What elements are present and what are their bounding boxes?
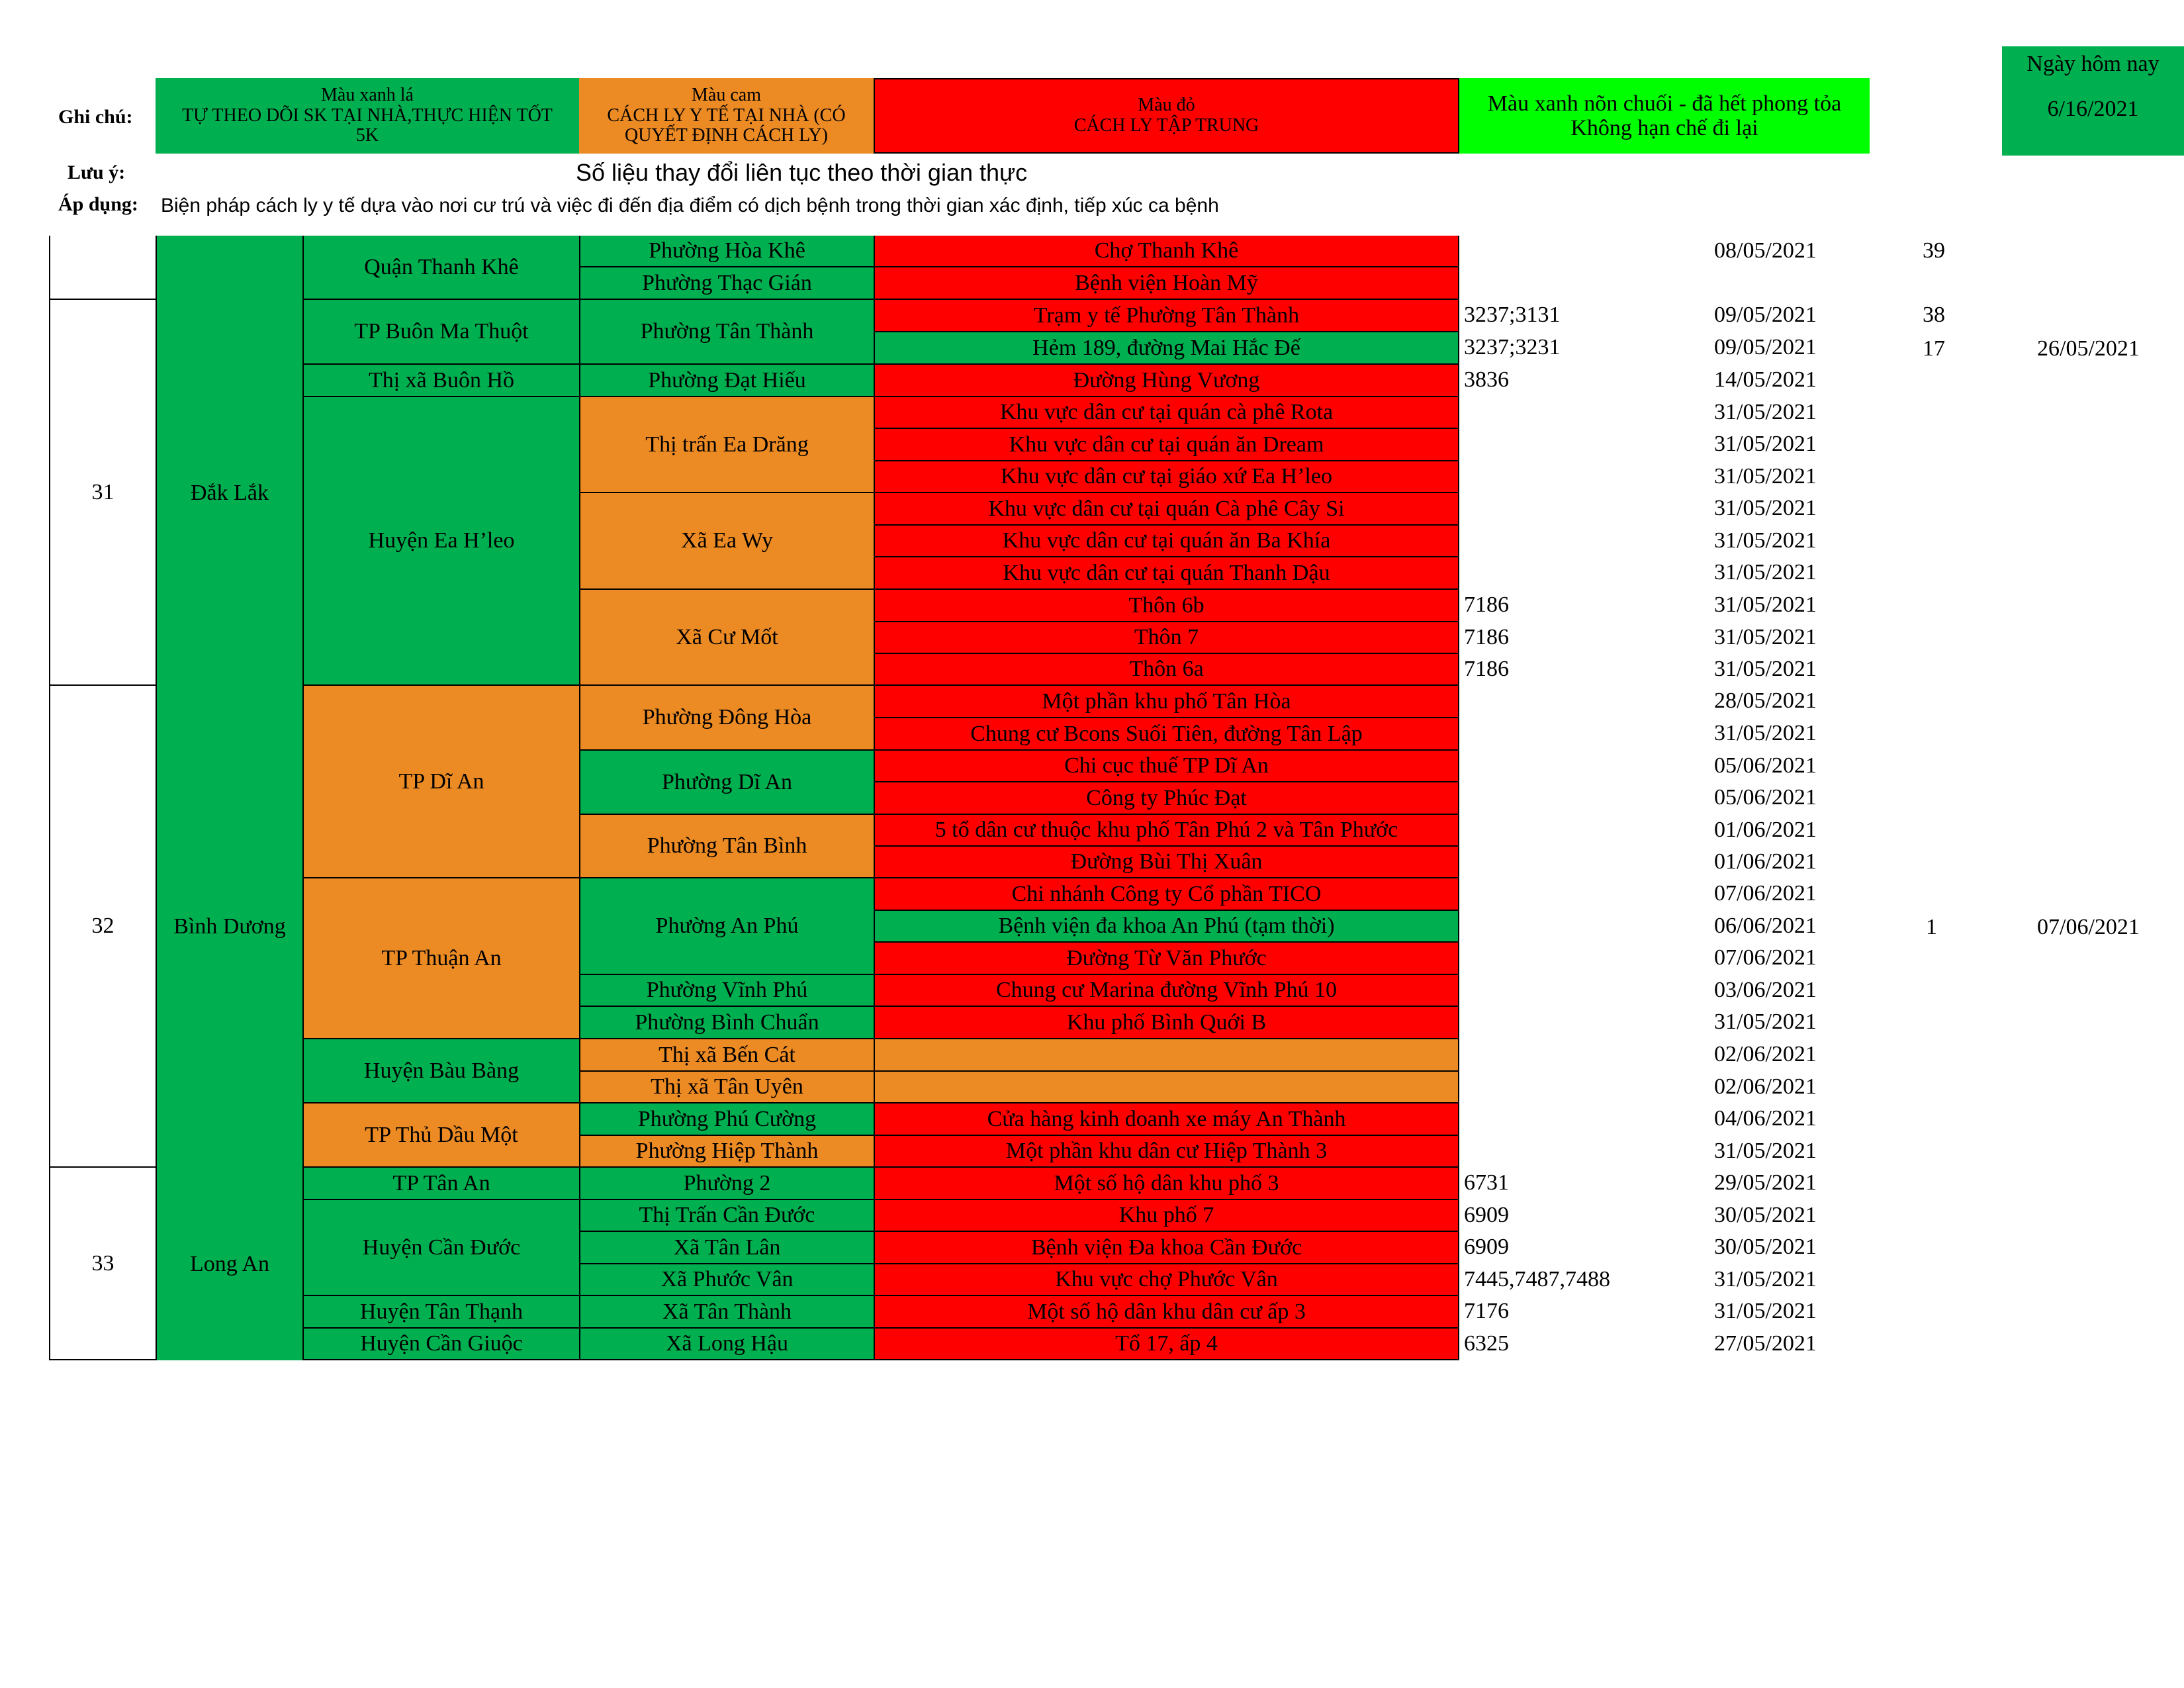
location-cell: Chung cư Marina đường Vĩnh Phú 10 <box>874 975 1459 1007</box>
ward-cell: Phường Đạt Hiếu <box>579 365 874 397</box>
district-cell: Huyện Cần Giuộc <box>302 1329 579 1360</box>
ward-cell: Xã Long Hậu <box>579 1329 874 1360</box>
district-cell: TP Dĩ An <box>302 686 579 878</box>
location-cell: Một số hộ dân khu dân cư ấp 3 <box>874 1296 1459 1329</box>
legend-green-box <box>156 78 579 154</box>
location-cell: Khu vực dân cư tại quán cà phê Rota <box>874 397 1459 429</box>
blockade-date: 07/06/2021 <box>1714 945 1817 970</box>
province-last-date: 26/05/2021 <box>2037 336 2140 361</box>
note-label: Lưu ý: <box>68 162 126 183</box>
blockade-date: 02/06/2021 <box>1714 1074 1817 1099</box>
blockade-date: 14/05/2021 <box>1714 367 1817 392</box>
blockade-date: 31/05/2021 <box>1714 1009 1817 1034</box>
location-cell: Đường Bùi Thị Xuân <box>874 847 1459 878</box>
district-cell: Huyện Bàu Bàng <box>302 1039 579 1103</box>
today-label: Ngày hôm nay <box>2026 52 2160 76</box>
apply-text: Biện pháp cách ly y tế dựa vào nơi cư trú và việc đi đến địa điểm có dịch bệnh trong thời gian xác định, tiếp xúc ca bệnh <box>161 195 1219 216</box>
legend-orange-text: CÁCH LY Y TẾ TẠI NHÀ (CÓ QUYẾT ĐỊNH CÁCH LY) <box>607 105 846 146</box>
ward-cell: Phường 2 <box>579 1168 874 1200</box>
case-count: 38 <box>1923 303 1945 327</box>
location-cell: Khu vực dân cư tại quán ăn Ba Khía <box>874 526 1459 557</box>
location-cell: Khu vực dân cư tại quán ăn Dream <box>874 429 1459 461</box>
location-cell: Đường Hùng Vương <box>874 365 1459 397</box>
blockade-date: 08/05/2021 <box>1714 238 1817 263</box>
ward-cell: Phường Tân Thành <box>579 300 874 365</box>
blockade-date: 30/05/2021 <box>1714 1203 1817 1227</box>
blockade-date: 31/05/2021 <box>1714 1299 1817 1323</box>
location-cell: Chi nhánh Công ty Cổ phần TICO <box>874 878 1459 911</box>
blockade-date: 09/05/2021 <box>1714 303 1817 327</box>
district-cell: Huyện Ea H’leo <box>302 397 579 686</box>
legend-red-box <box>874 78 1459 154</box>
blockade-date: 09/05/2021 <box>1714 335 1817 359</box>
legend-red-title: Màu đỏ <box>1138 95 1195 116</box>
location-cell: Bệnh viện đa khoa An Phú (tạm thời) <box>874 911 1459 943</box>
legend-red-text: CÁCH LY TẬP TRUNG <box>1073 115 1259 136</box>
blockade-date: 01/06/2021 <box>1714 849 1817 874</box>
province-name-cell: Long An <box>156 1168 302 1360</box>
case-code: 7186 <box>1464 657 1509 681</box>
location-cell: Thôn 6b <box>874 590 1459 622</box>
blockade-date: 02/06/2021 <box>1714 1042 1817 1066</box>
blockade-date: 03/06/2021 <box>1714 978 1817 1002</box>
district-cell: Quận Thanh Khê <box>302 236 579 300</box>
ward-cell: Phường An Phú <box>579 878 874 975</box>
location-cell: Khu vực dân cư tại quán Thanh Dậu <box>874 557 1459 590</box>
location-cell: Đường Từ Văn Phước <box>874 943 1459 975</box>
blockade-date: 31/05/2021 <box>1714 496 1817 520</box>
district-cell: TP Tân An <box>302 1168 579 1200</box>
ward-cell: Phường Thạc Gián <box>579 267 874 300</box>
blockade-date: 31/05/2021 <box>1714 1267 1817 1291</box>
case-code: 6909 <box>1464 1203 1509 1227</box>
location-cell: Khu phố Bình Quới B <box>874 1007 1459 1039</box>
ward-cell: Xã Tân Thành <box>579 1296 874 1329</box>
ward-cell: Thị xã Tân Uyên <box>579 1072 874 1103</box>
province-name-cell <box>156 236 302 300</box>
location-cell: Thôn 6a <box>874 654 1459 686</box>
case-code: 7186 <box>1464 592 1509 617</box>
province-no-cell: 32 <box>49 686 156 1168</box>
blockade-date: 31/05/2021 <box>1714 657 1817 681</box>
legend-orange-title: Màu cam <box>692 84 761 105</box>
location-cell: Bệnh viện Đa khoa Cần Đước <box>874 1232 1459 1264</box>
blockade-date: 31/05/2021 <box>1714 625 1817 649</box>
today-box <box>2002 46 2184 156</box>
case-code: 3237;3231 <box>1464 335 1561 359</box>
province-case-count: 17 <box>1923 336 1945 361</box>
blockade-date: 04/06/2021 <box>1714 1106 1817 1131</box>
apply-label: Áp dụng: <box>58 193 138 215</box>
ward-cell: Xã Cư Mốt <box>579 590 874 686</box>
location-cell: Trạm y tế Phường Tân Thành <box>874 300 1459 332</box>
location-cell <box>874 1039 1459 1072</box>
location-cell: Công ty Phúc Đạt <box>874 782 1459 815</box>
province-name-cell: Bình Dương <box>156 686 302 1168</box>
province-name-cell: Đắk Lắk <box>156 300 302 686</box>
ward-cell: Phường Hiệp Thành <box>579 1136 874 1168</box>
district-cell: Thị xã Buôn Hồ <box>302 365 579 397</box>
ward-cell: Thị trấn Ea Drăng <box>579 397 874 493</box>
case-code: 3836 <box>1464 367 1509 392</box>
case-code: 7176 <box>1464 1299 1509 1323</box>
blockade-date: 30/05/2021 <box>1714 1235 1817 1259</box>
note-text: Số liệu thay đổi liên tục theo thời gian thực <box>576 159 1028 186</box>
ward-cell: Xã Phước Vân <box>579 1264 874 1296</box>
ward-cell: Phường Tân Bình <box>579 815 874 878</box>
case-code: 3237;3131 <box>1464 303 1561 327</box>
district-cell: TP Buôn Ma Thuột <box>302 300 579 365</box>
ward-cell: Phường Đông Hòa <box>579 686 874 751</box>
location-cell: Khu phố 7 <box>874 1200 1459 1232</box>
legend-green-text: TỰ THEO DÕI SK TẠI NHÀ,THỰC HIỆN TỐT 5K <box>182 105 553 146</box>
location-cell: Tổ 17, ấp 4 <box>874 1329 1459 1360</box>
ward-cell: Xã Ea Wy <box>579 493 874 590</box>
location-cell: Một số hộ dân khu phố 3 <box>874 1168 1459 1200</box>
location-cell <box>874 1072 1459 1103</box>
ward-cell: Phường Dĩ An <box>579 751 874 815</box>
case-code: 6325 <box>1464 1331 1509 1356</box>
legend-green-title: Màu xanh lá <box>321 84 414 105</box>
legend-lime-line2: Không hạn chế đi lại <box>1570 116 1758 140</box>
blockade-date: 31/05/2021 <box>1714 400 1817 424</box>
district-cell: Huyện Tân Thạnh <box>302 1296 579 1329</box>
location-cell: 5 tổ dân cư thuộc khu phố Tân Phú 2 và Tân Phước <box>874 815 1459 847</box>
blockade-date: 07/06/2021 <box>1714 881 1817 906</box>
ward-cell: Phường Phú Cường <box>579 1103 874 1136</box>
blockade-date: 31/05/2021 <box>1714 432 1817 456</box>
district-cell: TP Thủ Dầu Một <box>302 1103 579 1168</box>
blockade-date: 28/05/2021 <box>1714 688 1817 713</box>
ward-cell: Thị Trấn Cần Đước <box>579 1200 874 1232</box>
blockade-date: 31/05/2021 <box>1714 721 1817 745</box>
blockade-date: 31/05/2021 <box>1714 1139 1817 1163</box>
location-cell: Chi cục thuế TP Dĩ An <box>874 751 1459 782</box>
province-no-cell <box>49 236 156 300</box>
blockade-date: 01/06/2021 <box>1714 818 1817 842</box>
ward-cell: Thị xã Bến Cát <box>579 1039 874 1072</box>
location-cell: Thôn 7 <box>874 622 1459 654</box>
location-cell: Cửa hàng kinh doanh xe máy An Thành <box>874 1103 1459 1136</box>
today-date: 6/16/2021 <box>2047 97 2139 121</box>
district-cell: Huyện Cần Đước <box>302 1200 579 1296</box>
blockade-date: 27/05/2021 <box>1714 1331 1817 1356</box>
legend-lime-box <box>1459 78 1870 154</box>
legend-lime-line1: Màu xanh nõn chuối - đã hết phong tỏa <box>1487 91 1842 116</box>
ward-cell: Phường Vĩnh Phú <box>579 975 874 1007</box>
blockade-date: 31/05/2021 <box>1714 560 1817 585</box>
blockade-date: 05/06/2021 <box>1714 753 1817 778</box>
location-cell: Khu vực chợ Phước Vân <box>874 1264 1459 1296</box>
blockade-date: 31/05/2021 <box>1714 464 1817 489</box>
case-count: 39 <box>1923 238 1945 263</box>
case-code: 7445,7487,7488 <box>1464 1267 1610 1291</box>
location-cell: Một phần khu phố Tân Hòa <box>874 686 1459 718</box>
legend-label: Ghi chú: <box>58 106 133 128</box>
blockade-date: 31/05/2021 <box>1714 592 1817 617</box>
province-last-date: 07/06/2021 <box>2037 915 2140 939</box>
district-cell: TP Thuận An <box>302 878 579 1039</box>
blockade-date: 29/05/2021 <box>1714 1170 1817 1195</box>
legend-orange-box <box>579 78 874 154</box>
location-cell: Khu vực dân cư tại giáo xứ Ea H’leo <box>874 461 1459 493</box>
location-cell: Chợ Thanh Khê <box>874 236 1459 267</box>
case-code: 6731 <box>1464 1170 1509 1195</box>
province-no-cell: 33 <box>49 1168 156 1360</box>
location-cell: Bệnh viện Hoàn Mỹ <box>874 267 1459 300</box>
blockade-date: 31/05/2021 <box>1714 528 1817 553</box>
location-cell: Khu vực dân cư tại quán Cà phê Cây Si <box>874 493 1459 526</box>
case-code: 6909 <box>1464 1235 1509 1259</box>
blockade-date: 06/06/2021 <box>1714 914 1817 938</box>
case-code: 7186 <box>1464 625 1509 649</box>
location-cell: Chung cư Bcons Suối Tiên, đường Tân Lập <box>874 718 1459 751</box>
ward-cell: Phường Bình Chuẩn <box>579 1007 874 1039</box>
province-no-cell: 31 <box>49 300 156 686</box>
blockade-date: 05/06/2021 <box>1714 785 1817 810</box>
ward-cell: Phường Hòa Khê <box>579 236 874 267</box>
location-cell: Một phần khu dân cư Hiệp Thành 3 <box>874 1136 1459 1168</box>
ward-cell: Xã Tân Lân <box>579 1232 874 1264</box>
province-case-count: 1 <box>1926 915 1937 939</box>
location-cell: Hẻm 189, đường Mai Hắc Đế <box>874 332 1459 365</box>
